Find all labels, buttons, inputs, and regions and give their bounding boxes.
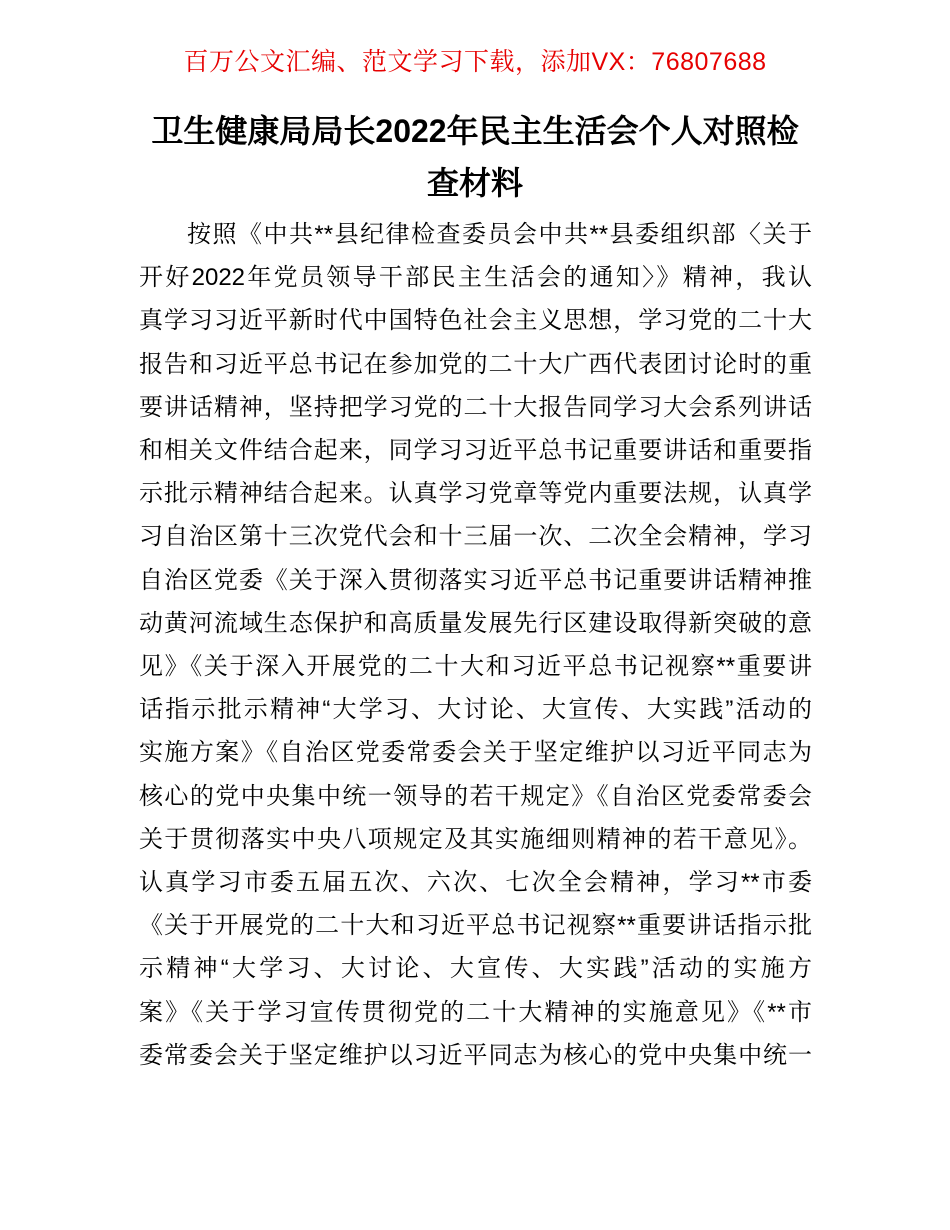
body-text-line: 按照《中共**县纪律检查委员会中共**县委组织部〈关于 — [187, 221, 812, 248]
body-text-line: 委常委会关于坚定维护以习近平同志为核心的党中央集中统一 — [139, 1041, 812, 1069]
body-text-line: 习自治区第十三次党代会和十三届一次、二次全会精神，学习 — [139, 523, 812, 551]
body-text-line: 话指示批示精神“大学习、大讨论、大宣传、大实践”活动的 — [139, 696, 812, 724]
body-text-line: 示批示精神结合起来。认真学习党章等党内重要法规，认真学 — [139, 480, 812, 508]
body-text-line: 要讲话精神，坚持把学习党的二十大报告同学习大会系列讲话 — [139, 393, 812, 421]
body-text-line: 动黄河流域生态保护和高质量发展先行区建设取得新突破的意 — [139, 609, 812, 637]
body-text-line: 实施方案》《自治区党委常委会关于坚定维护以习近平同志为 — [139, 739, 812, 767]
body-text-line: 报告和习近平总书记在参加党的二十大广西代表团讨论时的重 — [139, 350, 812, 378]
body-text-line: 案》《关于学习宣传贯彻党的二十大精神的实施意见》《**市 — [139, 998, 812, 1026]
body-text-line: 自治区党委《关于深入贯彻落实习近平总书记重要讲话精神推 — [139, 566, 812, 594]
body-paragraph — [139, 213, 812, 1077]
header-promo-text: 百万公文汇编、范文学习下载，添加VX：76807688 — [183, 48, 767, 76]
body-text-line: 和相关文件结合起来，同学习习近平总书记重要讲话和重要指 — [139, 437, 812, 465]
page-title-line: 查材料 — [426, 165, 523, 201]
body-text-line: 见》《关于深入开展党的二十大和习近平总书记视察**重要讲 — [139, 653, 812, 681]
body-text-line: 关于贯彻落实中央八项规定及其实施细则精神的若干意见》。 — [139, 825, 812, 853]
body-text-line: 核心的党中央集中统一领导的若干规定》《自治区党委常委会 — [139, 782, 812, 810]
page-title — [120, 105, 830, 209]
body-text-line: 《关于开展党的二十大和习近平总书记视察**重要讲话指示批 — [139, 912, 812, 940]
body-text-line: 开好2022年党员领导干部民主生活会的通知〉》精神，我认 — [139, 264, 812, 292]
page-title-line: 卫生健康局局长2022年民主生活会个人对照检 — [151, 113, 799, 149]
body-text-line: 真学习习近平新时代中国特色社会主义思想，学习党的二十大 — [139, 307, 812, 335]
body-text-line: 示精神“大学习、大讨论、大宣传、大实践”活动的实施方 — [139, 955, 812, 983]
body-text-line: 认真学习市委五届五次、六次、七次全会精神，学习**市委 — [139, 869, 812, 897]
